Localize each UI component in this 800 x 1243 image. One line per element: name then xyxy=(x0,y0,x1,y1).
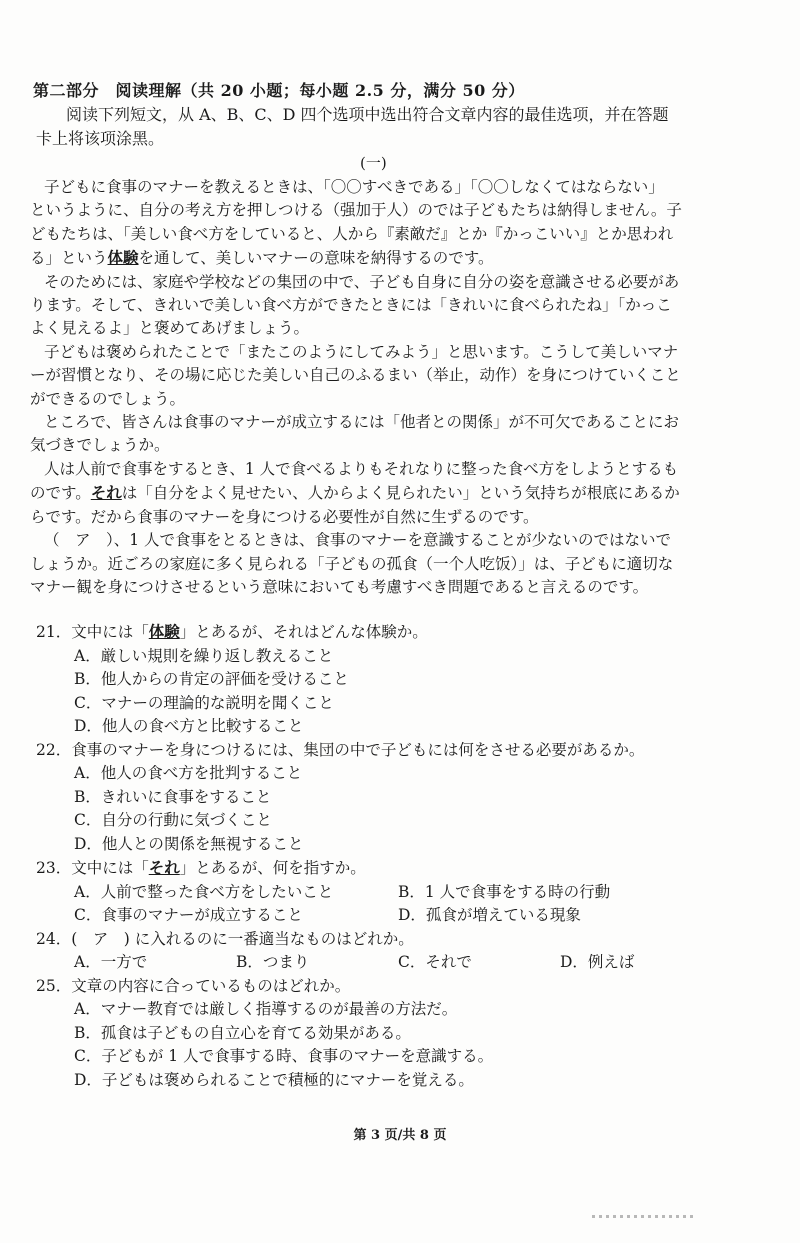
option-d: D．他人との関係を無視すること xyxy=(74,834,304,853)
option-b: B．他人からの肯定の評価を受けること xyxy=(74,670,349,688)
question-stem: 24．( ア ) に入れるのに一番適当なものはどれか。 xyxy=(36,929,414,948)
option-b: B．1 人で食事をする時の行動 xyxy=(398,882,611,901)
option-a: A．マナー教育では厳しく指導するのが最善の方法だ。 xyxy=(74,1000,458,1018)
question-21 xyxy=(36,620,736,739)
question-stem: 23．文中には「それ」とあるが、何を指すか。 xyxy=(36,858,366,877)
option-d: D．孤食が増えている現象 xyxy=(398,906,581,924)
option-a: A．厳しい規則を繰り返し教えること xyxy=(74,646,334,665)
option-a: A．人前で整った食べ方をしたいこと xyxy=(74,882,334,901)
option-c: C．子どもが 1 人で食事する時、食事のマナーを意識する。 xyxy=(74,1047,494,1065)
option-d: D．子どもは褒められることで積極的にマナーを覚える。 xyxy=(74,1070,474,1089)
question-22 xyxy=(36,739,736,857)
page-number: 第 3 页/共 8 页 xyxy=(353,1128,447,1143)
reading-passage xyxy=(30,176,740,599)
question-stem: 21．文中には「体験」とあるが、それはどんな体験か。 xyxy=(36,622,428,641)
underlined-sore: それ xyxy=(90,483,122,503)
question-25 xyxy=(36,975,736,1093)
option-row xyxy=(36,881,736,905)
option-b: B．つまり xyxy=(236,953,310,971)
question-stem: 25．文章の内容に合っているものはどれか。 xyxy=(36,976,351,995)
question-24 xyxy=(36,928,736,975)
passage-paragraph-2: そのためには、家庭や学校などの集団の中で、子ども自身に自分の姿を意識させる必要があ ります。そして、きれいで美しい食べ方ができたときには「きれいに食べられたね」「かっこ よく見えるよ」と褒めてあげましょう。 xyxy=(30,272,680,338)
option-c: C．それで xyxy=(398,953,472,971)
passage-paragraph-4: ところで、皆さんは食事のマナーが成立するには「他者との関係」が不可欠であることにお 気づきでしょうか。 xyxy=(30,413,680,455)
option-c: C．食事のマナーが成立すること xyxy=(74,906,303,924)
option-c: C．自分の行動に気づくこと xyxy=(74,811,272,829)
passage-paragraph-5: 人は人前で食事をするとき、1 人で食べるよりもそれなりに整った食べ方をしようとするも のです。それは「自分をよく見せたい、人からよく見られたい」という気持ちが根底にあるか らです。だから食事のマナーを身につける必要性が自然に生ずるのです。 xyxy=(30,459,680,526)
option-row xyxy=(36,951,736,975)
passage-number: (一) xyxy=(360,154,387,172)
option-c: C．マナーの理論的な説明を聞くこと xyxy=(74,693,334,712)
scan-artifact xyxy=(592,1215,696,1218)
option-d: D．他人の食べ方と比較すること xyxy=(74,717,304,735)
option-row xyxy=(36,904,736,928)
passage-paragraph-3: 子どもは褒められたことで「またこのようにしてみよう」と思います。こうして美しいマナ ーが習慣となり、その場に応じた美しい自己のふるまい（举止，动作）を身につけていくこと ができるのでしょう。 xyxy=(30,342,681,408)
question-23 xyxy=(36,856,736,928)
section-title: 第二部分 阅读理解（共 20 小题；每小题 2.5 分，满分 50 分） xyxy=(33,81,525,100)
question-stem: 22．食事のマナーを身につけるには、集団の中で子どもには何をさせる必要があるか。 xyxy=(36,740,645,759)
option-b: B．孤食は子どもの自立心を育てる効果がある。 xyxy=(74,1023,411,1042)
question-list xyxy=(36,620,736,1092)
underlined-taiken: 体験 xyxy=(107,248,139,268)
option-a: A．一方で xyxy=(74,953,148,971)
option-a: A．他人の食べ方を批判すること xyxy=(74,764,303,782)
option-b: B．きれいに食事をすること xyxy=(74,787,272,806)
passage-paragraph-6: （ ア ）、1 人で食事をとるときは、食事のマナーを意識することが少ないのではないで しょうか。近ごろの家庭に多く見られる「子どもの孤食（一个人吃饭）」は、子どもに適切な マナー観を身につけさせるという意味においても考慮すべき問題であると言えるのです。 xyxy=(30,531,674,596)
option-d: D．例えば xyxy=(560,953,635,971)
passage-paragraph-1: 子どもに食事のマナーを教えるときは、「〇〇すべきである」「〇〇しなくてはならない」 というように、自分の考え方を押しつける（强加于人）のでは子どもたちは納得しません。子 どもたちは、「美しい食べ方をしていると、人から『素敵だ』とか『かっこいい』とか思われ る」という体験を通して、美しいマナーの意味を納得するのです。 xyxy=(30,178,682,268)
instruction-text: 阅读下列短文，从 A、B、C、D 四个选项中选出符合文章内容的最佳选项，并在答题 卡上将该项涂黑。 xyxy=(36,105,669,148)
